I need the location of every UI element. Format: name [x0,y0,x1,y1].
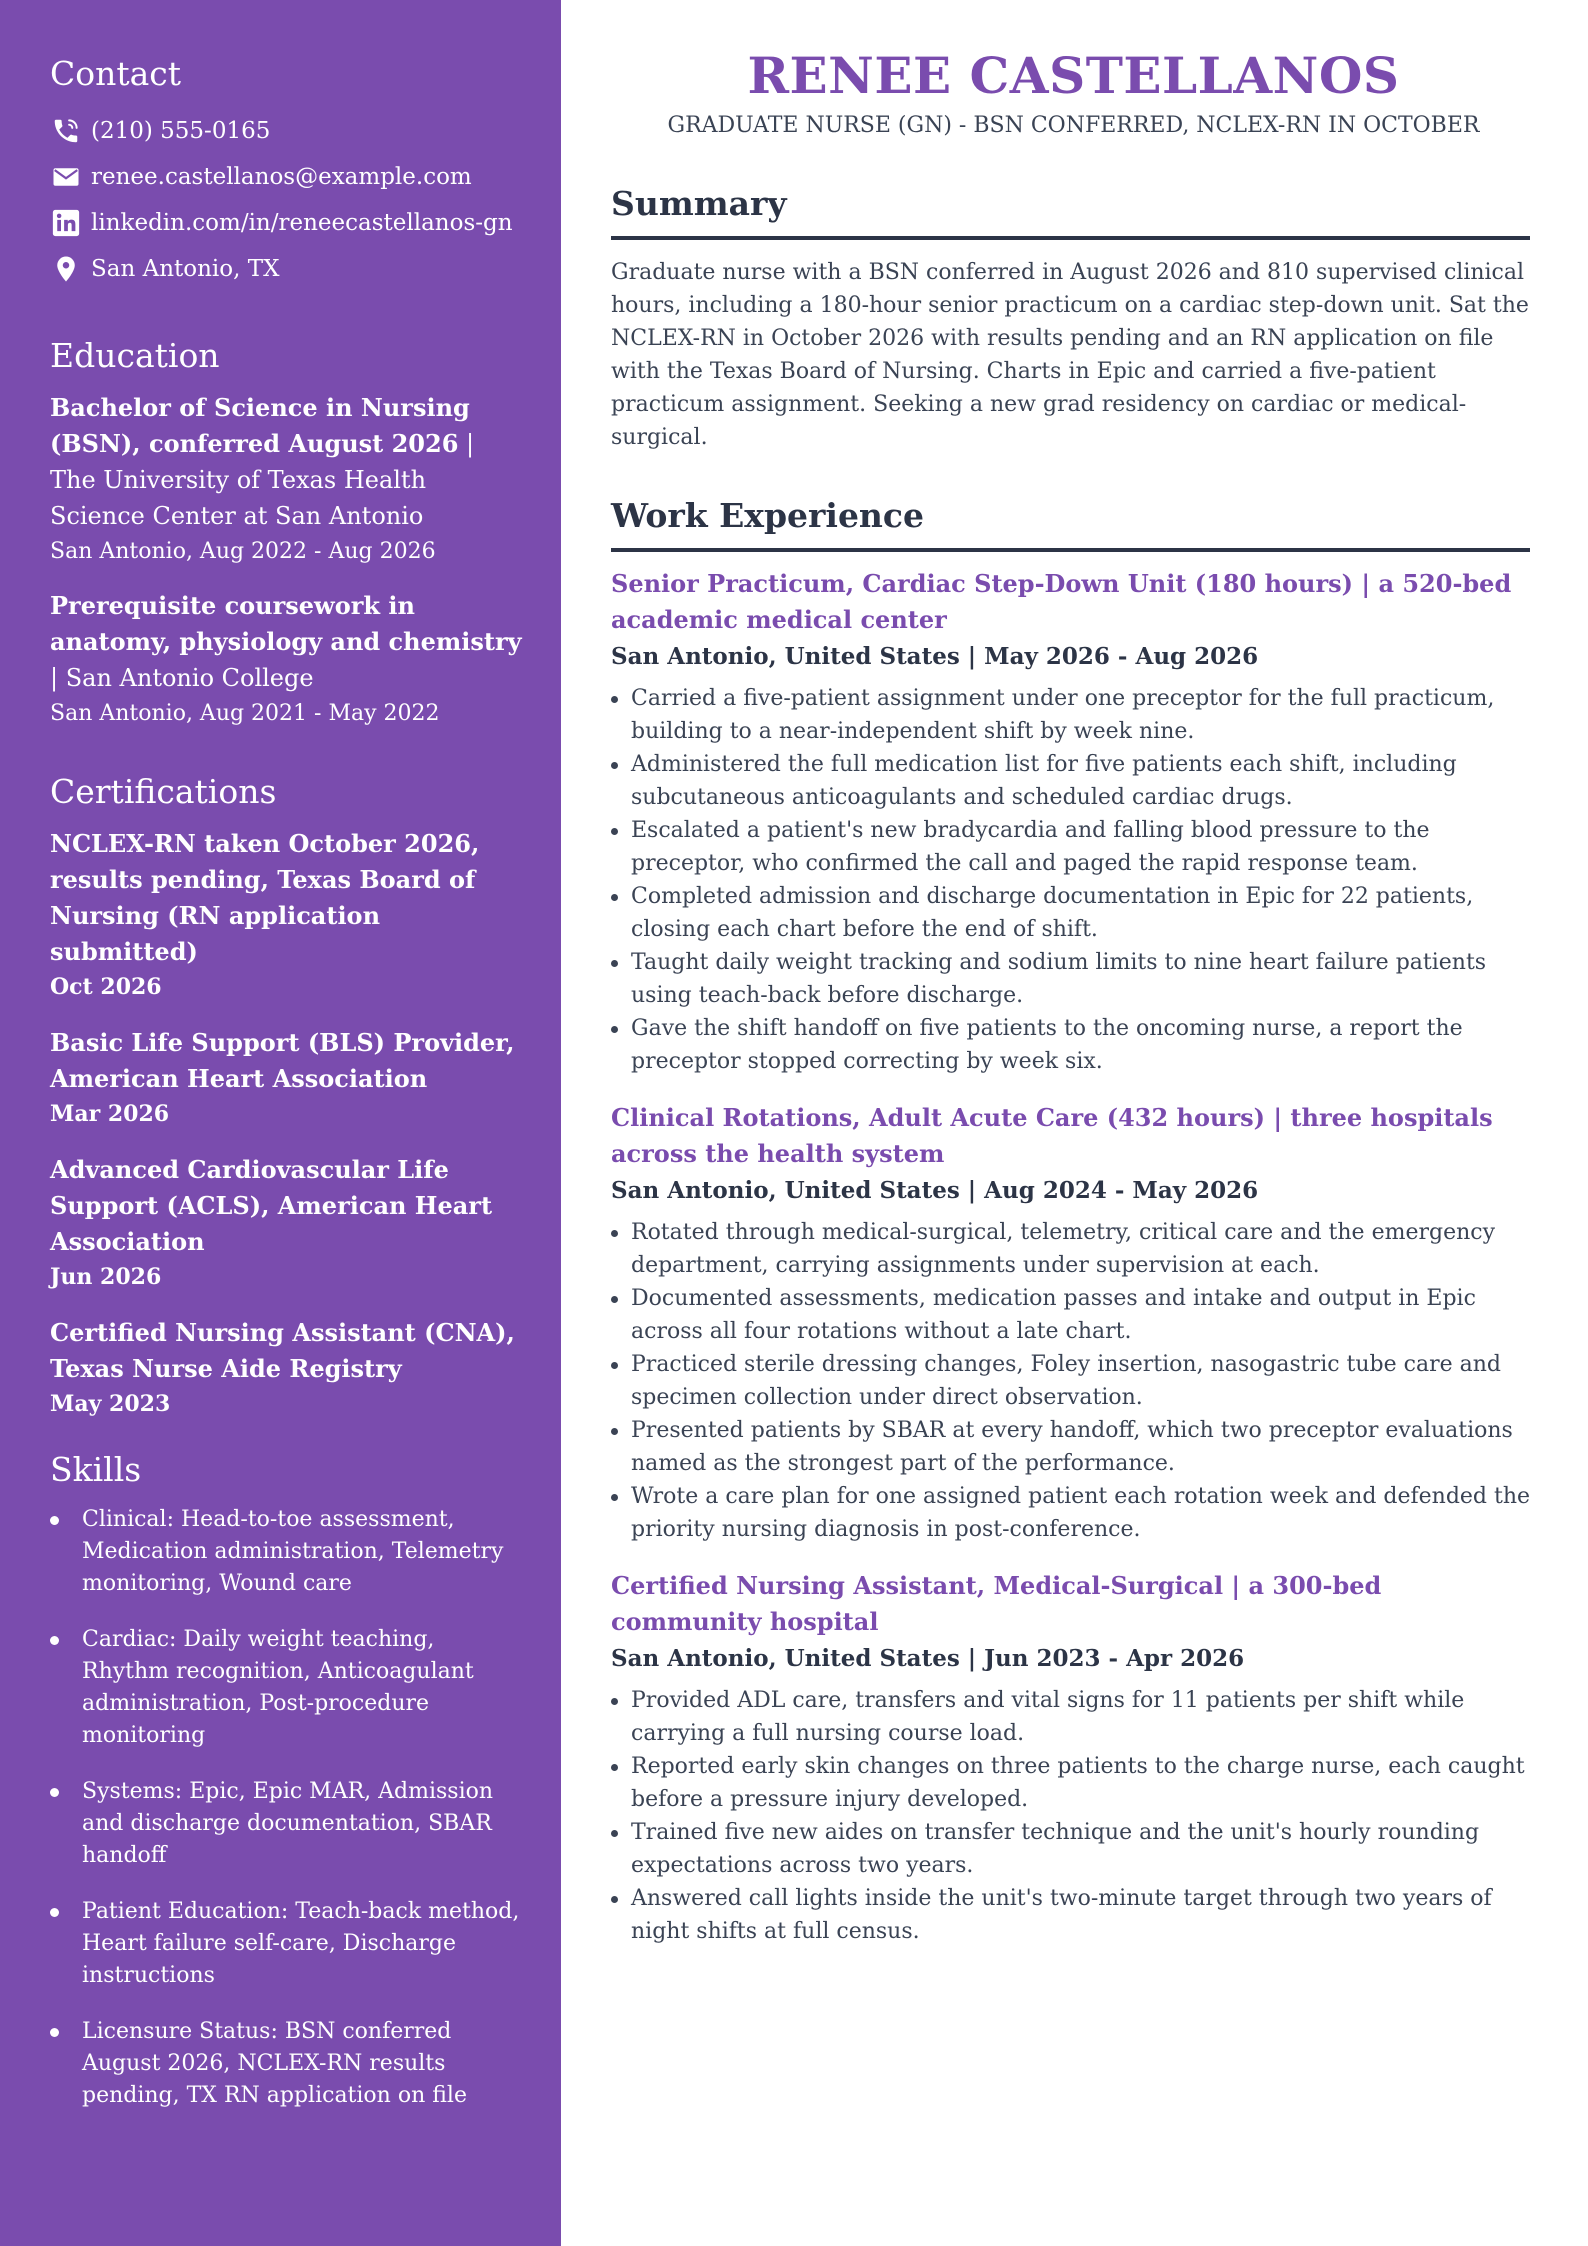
certification-item [50,1315,525,1420]
location-text: San Antonio, TX [91,256,280,282]
job-bullet: Practiced sterile dressing changes, Foley insertion, nasogastric tube care and specimen collection under direct observation. [611,1348,1536,1414]
certification-date: Mar 2026 [50,1101,170,1127]
job-bullet: Documented assessments, medication passes and intake and output in Epic across all four rotations without a late chart. [611,1282,1536,1348]
contact-phone [50,108,525,154]
education-item [50,390,525,568]
job-meta: San Antonio, United States | Aug 2024 - May 2026 [611,1177,1259,1204]
skill-item: Systems: Epic, Epic MAR, Admission and discharge documentation, SBAR handoff [50,1776,525,1872]
education-details: San Antonio, Aug 2022 - Aug 2026 [50,539,436,564]
education-school: | San Antonio College [50,664,314,692]
job-bullet: Rotated through medical-surgical, telemetry, critical care and the emergency department, carrying assignments under supervision at each. [611,1216,1536,1282]
certification-item [50,826,525,1003]
job-bullets [611,1216,1536,1546]
job-entry [611,566,1536,1078]
linkedin-text[interactable]: linkedin.com/in/reneecastellanos-gn [91,210,513,236]
job-title: Clinical Rotations, Adult Acute Care (432 hours) | three hospitals across the health system [611,1103,1493,1168]
education-item [50,588,525,730]
skill-item: Licensure Status: BSN conferred August 2026, NCLEX-RN results pending, TX RN application on file [50,2016,525,2112]
job-bullet: Answered call lights inside the unit's two-minute target through two years of night shifts at full census. [611,1882,1536,1948]
skill-item: Cardiac: Daily weight teaching, Rhythm recognition, Anticoagulant administration, Post-procedure monitoring [50,1624,525,1752]
sidebar [0,0,561,2246]
education-school: | The University of Texas Health Science Center at San Antonio [50,430,475,530]
job-title: Certified Nursing Assistant, Medical-Surgical | a 300-bed community hospital [611,1571,1382,1636]
job-bullet: Presented patients by SBAR at every handoff, which two preceptor evaluations named as the strongest part of the performance. [611,1414,1536,1480]
job-bullets [611,1684,1536,1948]
contact-linkedin [50,200,525,246]
contact-heading: Contact [50,54,182,93]
certification-item [50,1025,525,1130]
certification-date: Oct 2026 [50,974,162,1000]
certifications-section [50,770,525,1420]
job-bullet: Completed admission and discharge documentation in Epic for 22 patients, closing each chart before the end of shift. [611,880,1536,946]
education-heading: Education [50,336,220,375]
certifications-heading: Certifications [50,772,277,811]
education-degree: Prerequisite coursework in anatomy, physiology and chemistry [50,591,522,656]
skill-item: Patient Education: Teach-back method, Heart failure self-care, Discharge instructions [50,1896,525,1992]
job-entry [611,1568,1536,1948]
job-bullet: Gave the shift handoff on five patients to the oncoming nurse, a report the preceptor stopped correcting by week six. [611,1012,1536,1078]
education-section [50,334,525,730]
certification-item [50,1152,525,1293]
education-degree: Bachelor of Science in Nursing (BSN), conferred August 2026 [50,393,470,458]
job-meta: San Antonio, United States | May 2026 - Aug 2026 [611,643,1259,670]
skills-section [50,1448,525,2112]
certification-date: Jun 2026 [50,1264,162,1290]
job-title: Senior Practicum, Cardiac Step-Down Unit (180 hours) | a 520-bed academic medical center [611,569,1512,634]
contact-section [50,52,525,292]
contact-location [50,246,525,292]
certification-name: Basic Life Support (BLS) Provider, American Heart Association [50,1028,515,1093]
skills-heading: Skills [50,1450,142,1489]
education-details: San Antonio, Aug 2021 - May 2022 [50,701,440,726]
summary-text: Graduate nurse with a BSN conferred in August 2026 and 810 supervised clinical hours, including a 180-hour senior practicum on a cardiac step-down unit. Sat the NCLEX-RN in October 2026 with results pending and an RN application on file with the Texas Board of Nursing. Charts in Epic and carried a five-patient practicum assignment. Seeking a new grad residency on cardiac or medical-surgical. [611,260,1529,450]
skill-item: Clinical: Head-to-toe assessment, Medication administration, Telemetry monitoring, Wound care [50,1504,525,1600]
email-text[interactable]: renee.castellanos@example.com [91,164,472,190]
main-content [561,0,1588,2246]
certification-name: Advanced Cardiovascular Life Support (ACLS), American Heart Association [50,1155,493,1256]
job-meta: San Antonio, United States | Jun 2023 - Apr 2026 [611,1645,1245,1672]
certification-date: May 2023 [50,1391,171,1417]
job-entry [611,1100,1536,1546]
phone-text[interactable]: (210) 555-0165 [91,118,271,144]
job-bullet: Administered the full medication list for five patients each shift, including subcutaneous anticoagulants and scheduled cardiac drugs. [611,748,1536,814]
certification-name: Certified Nursing Assistant (CNA), Texas Nurse Aide Registry [50,1318,515,1383]
job-bullets [611,682,1536,1078]
candidate-role: GRADUATE NURSE (GN) - BSN CONFERRED, NCLEX-RN IN OCTOBER [667,113,1480,138]
skills-list [50,1504,525,2112]
job-bullet: Carried a five-patient assignment under one preceptor for the full practicum, building to a near-independent shift by week nine. [611,682,1536,748]
experience-heading: Work Experience [611,494,1530,552]
email-icon [50,161,82,193]
job-bullet: Reported early skin changes on three patients to the charge nurse, each caught before a pressure injury developed. [611,1750,1536,1816]
certification-name: NCLEX-RN taken October 2026, results pending, Texas Board of Nursing (RN application submitted) [50,829,480,966]
candidate-name: RENEE CASTELLANOS [747,46,1400,105]
contact-email [50,154,525,200]
job-bullet: Taught daily weight tracking and sodium limits to nine heart failure patients using teach-back before discharge. [611,946,1536,1012]
job-bullet: Escalated a patient's new bradycardia and falling blood pressure to the preceptor, who confirmed the call and paged the rapid response team. [611,814,1536,880]
job-bullet: Trained five new aides on transfer technique and the unit's hourly rounding expectations across two years. [611,1816,1536,1882]
job-bullet: Provided ADL care, transfers and vital signs for 11 patients per shift while carrying a full nursing course load. [611,1684,1536,1750]
summary-heading: Summary [611,182,1530,240]
phone-icon [50,115,82,147]
location-pin-icon [50,253,82,285]
linkedin-icon [50,207,82,239]
job-bullet: Wrote a care plan for one assigned patient each rotation week and defended the priority nursing diagnosis in post-conference. [611,1480,1536,1546]
